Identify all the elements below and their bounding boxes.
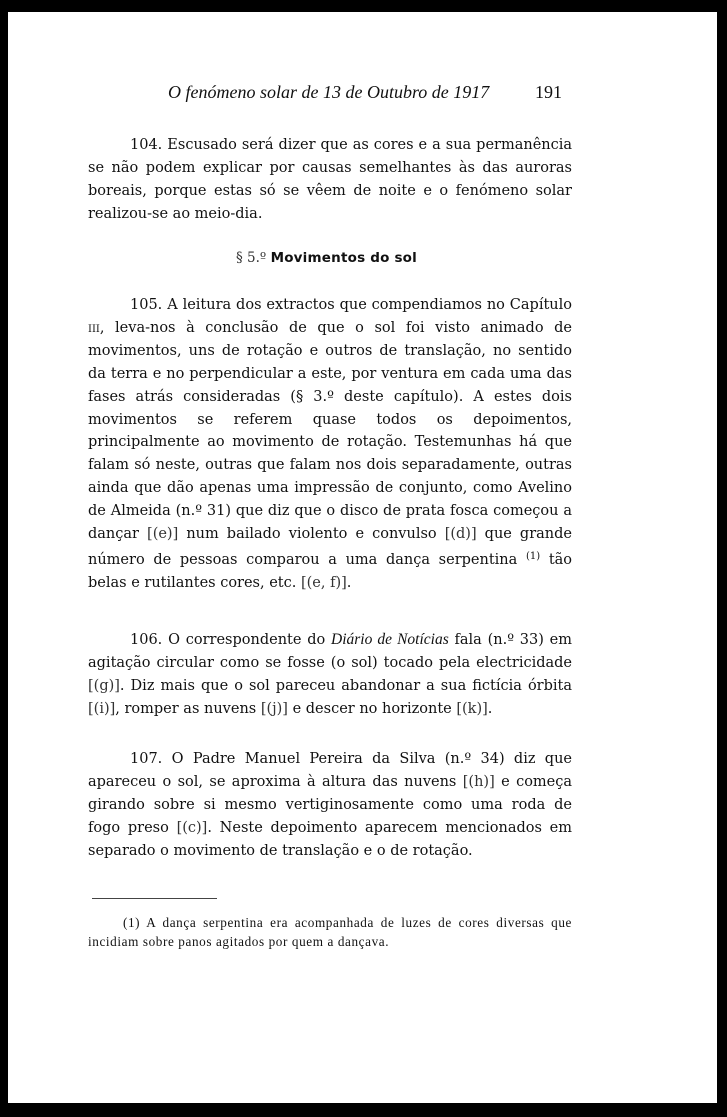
paragraph-text: .: [346, 574, 352, 591]
footnote-divider: [92, 898, 217, 899]
paragraph-104: [88, 134, 572, 226]
paragraph-text: .: [487, 700, 493, 717]
chapter-numeral: iii: [88, 319, 100, 336]
footnote: [88, 914, 572, 951]
testimony-ref: [(h)]: [462, 773, 495, 790]
paragraph-107: [88, 748, 572, 863]
paragraph-text: e começa girando sobre si mesmo vertiginosamente como uma roda de fogo preso: [88, 773, 573, 836]
paragraph-text: . Diz mais que o sol pareceu abandonar a sua fictícia órbita: [119, 677, 572, 694]
testimony-ref: [(j)]: [260, 700, 288, 717]
paragraph-text: O correspondente do: [168, 632, 326, 648]
footnote-marker: (1): [525, 550, 541, 562]
testimony-ref: [(g)]: [88, 677, 120, 694]
testimony-ref: [(i)]: [88, 700, 116, 717]
paragraph-106: [88, 629, 572, 721]
section-mark: § 5.º: [236, 250, 267, 266]
testimony-ref: [(e)]: [147, 526, 179, 543]
testimony-ref: [(d)]: [444, 526, 477, 543]
paragraph-text: e descer no horizonte: [292, 700, 452, 717]
paragraph-number: 106.: [130, 632, 163, 648]
running-title: O fenómeno solar de 13 de Outubro de 1917: [168, 82, 490, 102]
paragraph-text: fala (n.º 33) em agitação circular como se fosse (o sol) tocado pela electricidade: [88, 632, 573, 671]
paragraph-text: . Neste depoimento aparecem mencionados em separado o movimento de translação e o de rotação.: [88, 819, 572, 859]
book-page: [8, 12, 717, 1103]
paragraph-number: 107.: [130, 751, 163, 767]
footnote-text: A dança serpentina era acompanhada de luzes de cores diversas que incidiam sobre panos agitados por quem a dançava.: [88, 915, 572, 949]
section-title: Movimentos do sol: [270, 250, 417, 266]
paragraph-text: tão belas e rutilantes cores, etc.: [88, 551, 573, 591]
testimony-ref: [(c)]: [176, 819, 208, 836]
paragraph-text: O Padre Manuel Pereira da Silva (n.º 34) diz que apareceu o sol, se aproxima à altura das nuvens: [88, 751, 572, 790]
testimony-ref: [(e, f)]: [300, 574, 347, 591]
paragraph-text: num bailado violento e convulso: [186, 526, 437, 543]
paragraph-text: A leitura dos extractos que compendiamos no Capítulo: [167, 297, 572, 313]
paragraph-number: 105.: [130, 297, 163, 313]
paragraph-text: que grande número de pessoas comparou a uma dança serpentina: [88, 526, 572, 568]
paragraph-text: Escusado será dizer que as cores e a sua permanência se não podem explicar por causas semelhantes às das auroras boreais, porque estas só se vêem de noite e o fenómeno solar realizou-se ao meio-dia.: [88, 137, 573, 222]
testimony-ref: [(k)]: [456, 700, 488, 717]
paragraph-text: , romper as nuvens: [115, 700, 257, 717]
paragraph-number: 104.: [130, 137, 163, 153]
running-head: [8, 82, 717, 106]
paragraph-105: [88, 294, 572, 595]
footnote-mark: (1): [123, 915, 141, 930]
section-heading: [236, 250, 417, 266]
paragraph-text: , leva-nos à conclusão de que o sol foi visto animado de movimentos, uns de rotação e outros de translação, no sentido da terra e no perpendicular a este, por ventura em cada uma das fases atrás consideradas (§ 3.º deste capítulo). A estes dois movimentos se referem quase todos os depoimentos, principalmente ao movimento de rotação. Testemunhas há que falam só neste, outras que falam nos dois separadamente, outras ainda que dão apenas uma impressão de conjunto, como Avelino de Almeida (n.º 31) que diz que o disco de prata fosca começou a dançar: [88, 319, 572, 543]
newspaper-title: Diário de Notícias: [331, 631, 449, 648]
page-number: 191: [535, 82, 562, 102]
